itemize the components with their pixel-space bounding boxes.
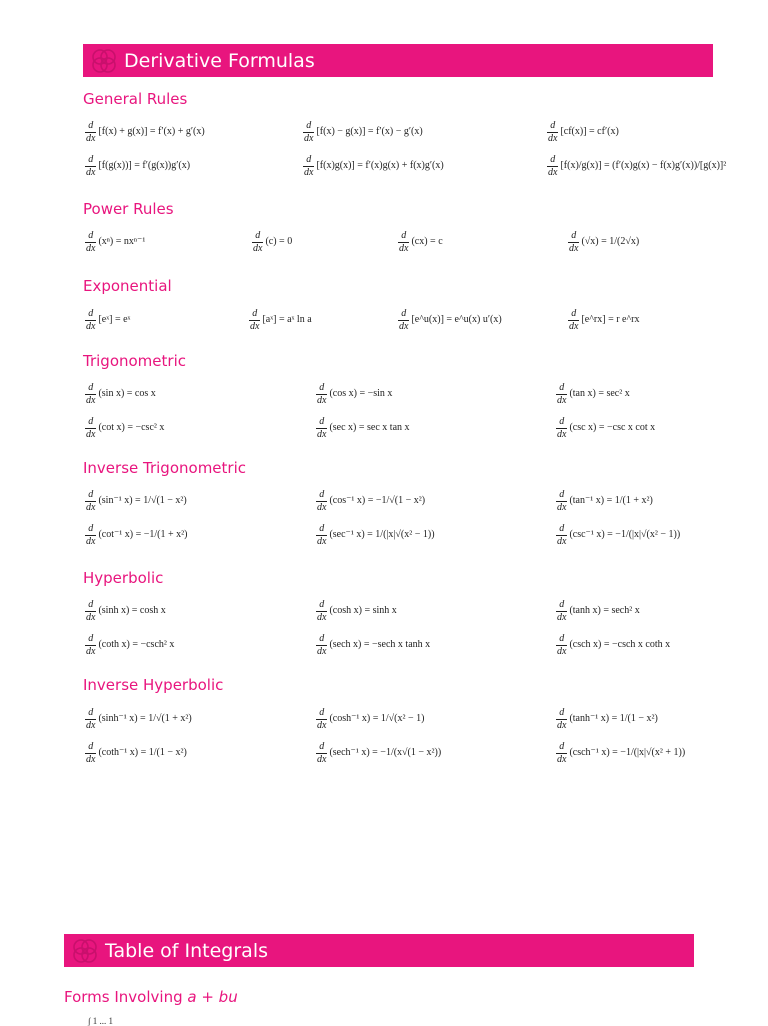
partial-integral-formula: ∫ 1 ... 1 — [88, 1016, 113, 1026]
formula-expression: (cos x) = −sin x — [329, 388, 393, 399]
derivative-formulas-header — [83, 44, 713, 77]
derivative-operator: $\frac{d}{dx}$ — [317, 415, 327, 440]
formula-row — [0, 628, 768, 662]
page-title: Derivative Formulas — [124, 49, 315, 72]
formula — [83, 411, 164, 445]
section-title-trigonometric: Trigonometric — [83, 352, 186, 370]
formula — [83, 484, 187, 518]
derivative-operator: $\frac{d}{dx}$ — [86, 522, 96, 547]
formula-expression: [e^rx] = r e^rx — [581, 314, 640, 325]
interlocking-circles-icon — [88, 48, 120, 74]
derivative-operator: $\frac{d}{dx}$ — [317, 706, 327, 731]
formula-row — [0, 377, 768, 411]
formula-expression: (tanh x) = sech² x — [569, 605, 640, 616]
formula-expression: (cot x) = −csc² x — [98, 422, 165, 433]
formula-expression: (csc⁻¹ x) = −1/(|x|√(x² − 1)) — [569, 529, 681, 540]
formula-row — [0, 303, 768, 337]
derivative-operator: $\frac{d}{dx}$ — [557, 706, 567, 731]
formula — [314, 377, 392, 411]
formula — [247, 303, 312, 337]
interlocking-circles-icon — [69, 938, 101, 964]
formula — [314, 702, 424, 736]
formula — [301, 115, 423, 149]
formula — [83, 628, 174, 662]
formula — [83, 736, 187, 770]
formula-row — [0, 115, 768, 149]
derivative-operator: $\frac{d}{dx}$ — [86, 706, 96, 731]
formula — [554, 411, 655, 445]
formula-expression: [f(x)g(x)] = f′(x)g(x) + f(x)g′(x) — [316, 160, 444, 171]
formula — [554, 628, 670, 662]
formula — [83, 115, 205, 149]
formula — [554, 736, 685, 770]
derivative-operator: $\frac{d}{dx}$ — [304, 119, 314, 144]
formula — [554, 518, 680, 552]
formula-expression: (sec⁻¹ x) = 1/(|x|√(x² − 1)) — [329, 529, 435, 540]
formula-expression: (sinh x) = cosh x — [98, 605, 166, 616]
formula-row — [0, 225, 768, 259]
formula — [314, 411, 410, 445]
section-title-inverse-trigonometric: Inverse Trigonometric — [83, 459, 246, 477]
formula-expression: (csc x) = −csc x cot x — [569, 422, 656, 433]
section-title-general-rules: General Rules — [83, 90, 188, 108]
formula — [314, 736, 441, 770]
formula-expression: [e^u(x)] = e^u(x) u′(x) — [411, 314, 502, 325]
integrals-title: Table of Integrals — [105, 939, 269, 962]
formula-expression: (cosh x) = sinh x — [329, 605, 397, 616]
section-title-exponential: Exponential — [83, 277, 172, 295]
derivative-operator: $\frac{d}{dx}$ — [86, 381, 96, 406]
derivative-operator: $\frac{d}{dx}$ — [253, 229, 263, 254]
derivative-operator: $\frac{d}{dx}$ — [317, 740, 327, 765]
derivative-operator: $\frac{d}{dx}$ — [569, 307, 579, 332]
derivative-operator: $\frac{d}{dx}$ — [399, 307, 409, 332]
formula — [554, 377, 630, 411]
derivative-operator: $\frac{d}{dx}$ — [569, 229, 579, 254]
derivative-operator: $\frac{d}{dx}$ — [317, 598, 327, 623]
formula — [545, 149, 726, 183]
formula — [314, 518, 435, 552]
formula-row — [0, 736, 768, 770]
derivative-operator: $\frac{d}{dx}$ — [317, 632, 327, 657]
section-title-power-rules: Power Rules — [83, 200, 174, 218]
formula-row — [0, 149, 768, 183]
derivative-operator: $\frac{d}{dx}$ — [86, 307, 96, 332]
section-title-inverse-hyperbolic: Inverse Hyperbolic — [83, 676, 224, 694]
formula-row — [0, 594, 768, 628]
derivative-operator: $\frac{d}{dx}$ — [317, 381, 327, 406]
derivative-operator: $\frac{d}{dx}$ — [86, 153, 96, 178]
formula — [301, 149, 444, 183]
section-title-hyperbolic: Hyperbolic — [83, 569, 164, 587]
formula — [566, 303, 640, 337]
derivative-operator: $\frac{d}{dx}$ — [548, 119, 558, 144]
forms-involving-prefix: Forms Involving — [64, 988, 188, 1006]
formula-expression: (csch⁻¹ x) = −1/(|x|√(x² + 1)) — [569, 747, 686, 758]
derivative-operator: $\frac{d}{dx}$ — [557, 522, 567, 547]
formula-expression: [f(x) + g(x)] = f′(x) + g′(x) — [98, 126, 205, 137]
formula — [554, 484, 653, 518]
formula — [250, 225, 292, 259]
derivative-operator: $\frac{d}{dx}$ — [86, 632, 96, 657]
formula-expression: (tan⁻¹ x) = 1/(1 + x²) — [569, 495, 653, 506]
derivative-operator: $\frac{d}{dx}$ — [548, 153, 558, 178]
formula-expression: (sech x) = −sech x tanh x — [329, 639, 431, 650]
formula-expression: (sinh⁻¹ x) = 1/√(1 + x²) — [98, 713, 192, 724]
section-title-forms-involving — [64, 988, 238, 1006]
formula — [83, 225, 145, 259]
formula-expression: (coth⁻¹ x) = 1/(1 − x²) — [98, 747, 187, 758]
derivative-operator: $\frac{d}{dx}$ — [557, 598, 567, 623]
formula-expression: (cos⁻¹ x) = −1/√(1 − x²) — [329, 495, 426, 506]
formula-expression: [cf(x)] = cf′(x) — [560, 126, 619, 137]
derivative-operator: $\frac{d}{dx}$ — [86, 415, 96, 440]
derivative-operator: $\frac{d}{dx}$ — [317, 488, 327, 513]
formula-expression: (coth x) = −csch² x — [98, 639, 175, 650]
formula-expression: (cx) = c — [411, 236, 443, 247]
formula-expression: (tan x) = sec² x — [569, 388, 630, 399]
derivative-operator: $\frac{d}{dx}$ — [250, 307, 260, 332]
formula — [314, 628, 430, 662]
formula — [83, 377, 156, 411]
formula — [396, 225, 443, 259]
formula — [83, 594, 166, 628]
formula-expression: [eˣ] = eˣ — [98, 314, 131, 325]
formula — [554, 702, 658, 736]
formula-expression: (sech⁻¹ x) = −1/(x√(1 − x²)) — [329, 747, 442, 758]
formula-expression: (√x) = 1/(2√x) — [581, 236, 640, 247]
formula — [83, 702, 192, 736]
formula — [566, 225, 639, 259]
formula-expression: (tanh⁻¹ x) = 1/(1 − x²) — [569, 713, 658, 724]
formula-expression: (xⁿ) = nxⁿ⁻¹ — [98, 236, 146, 247]
derivative-operator: $\frac{d}{dx}$ — [304, 153, 314, 178]
derivative-operator: $\frac{d}{dx}$ — [557, 632, 567, 657]
formula-expression: (cot⁻¹ x) = −1/(1 + x²) — [98, 529, 188, 540]
derivative-operator: $\frac{d}{dx}$ — [86, 740, 96, 765]
derivative-operator: $\frac{d}{dx}$ — [86, 598, 96, 623]
formula-expression: (sec x) = sec x tan x — [329, 422, 410, 433]
formula — [314, 484, 425, 518]
formula — [314, 594, 397, 628]
formula-row — [0, 411, 768, 445]
table-of-integrals-header — [64, 934, 694, 967]
formula — [545, 115, 619, 149]
formula — [396, 303, 502, 337]
formula-row — [0, 518, 768, 552]
formula — [83, 149, 190, 183]
formula-expression: (sin⁻¹ x) = 1/√(1 − x²) — [98, 495, 187, 506]
formula-expression: [f(g(x))] = f′(g(x))g′(x) — [98, 160, 191, 171]
derivative-operator: $\frac{d}{dx}$ — [317, 522, 327, 547]
derivative-operator: $\frac{d}{dx}$ — [557, 488, 567, 513]
formula — [83, 303, 130, 337]
formula-expression: (csch x) = −csch x coth x — [569, 639, 671, 650]
derivative-operator: $\frac{d}{dx}$ — [86, 488, 96, 513]
formula-expression: (sin x) = cos x — [98, 388, 156, 399]
derivative-operator: $\frac{d}{dx}$ — [557, 740, 567, 765]
derivative-operator: $\frac{d}{dx}$ — [557, 415, 567, 440]
formula-expression: (c) = 0 — [265, 236, 293, 247]
formula-expression: [aˣ] = aˣ ln a — [262, 314, 312, 325]
derivative-operator: $\frac{d}{dx}$ — [399, 229, 409, 254]
forms-involving-expr: a + bu — [187, 988, 238, 1006]
derivative-operator: $\frac{d}{dx}$ — [557, 381, 567, 406]
formula-expression: [f(x)/g(x)] = (f′(x)g(x) − f(x)g′(x))/[g(x)]² — [560, 160, 727, 171]
derivative-operator: $\frac{d}{dx}$ — [86, 229, 96, 254]
formula-expression: [f(x) − g(x)] = f′(x) − g′(x) — [316, 126, 423, 137]
formula-row — [0, 484, 768, 518]
derivative-operator: $\frac{d}{dx}$ — [86, 119, 96, 144]
formula — [554, 594, 640, 628]
formula-row — [0, 702, 768, 736]
formula-expression: (cosh⁻¹ x) = 1/√(x² − 1) — [329, 713, 425, 724]
formula — [83, 518, 187, 552]
